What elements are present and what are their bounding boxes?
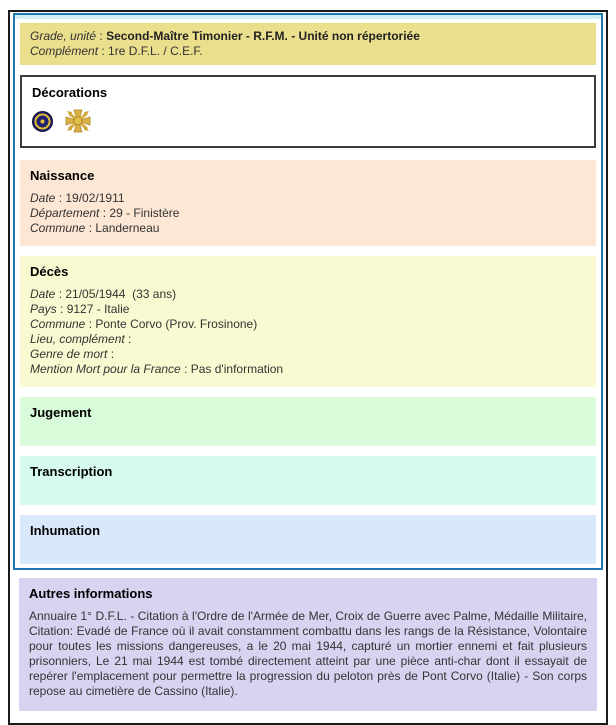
cross-medal-icon: [65, 109, 91, 133]
separator: :: [96, 29, 107, 43]
field-value: Ponte Corvo (Prov. Frosinone): [95, 317, 258, 331]
field-row: [30, 302, 586, 317]
field-value: 21/05/1944 (33 ans): [65, 287, 177, 301]
decorations-title: Décorations: [32, 85, 108, 100]
round-medal-icon: [32, 111, 53, 132]
field-label: Date: [30, 287, 56, 301]
complement-line: [30, 44, 586, 59]
field-label: Commune: [30, 317, 86, 331]
medals-row: [32, 108, 584, 134]
transcription-title: Transcription: [30, 464, 113, 479]
separator: :: [124, 332, 132, 346]
transcription-section: [20, 456, 596, 505]
autres-informations-section: [19, 578, 597, 711]
complement-value: 1re D.F.L. / C.E.F.: [108, 44, 203, 58]
field-value: Landerneau: [95, 221, 160, 235]
field-label: Pays: [30, 302, 57, 316]
field-label: Date: [30, 191, 56, 205]
decorations-section: [20, 75, 596, 148]
field-row: [30, 362, 586, 377]
deces-title: Décès: [30, 264, 69, 279]
field-row: [30, 287, 586, 302]
field-label: Mention Mort pour la France: [30, 362, 181, 376]
separator: :: [85, 221, 96, 235]
jugement-section: [20, 397, 596, 446]
field-row: [30, 206, 586, 221]
grade-value: Second-Maître Timonier - R.F.M. - Unité non répertoriée: [106, 29, 420, 43]
grade-line: [30, 29, 586, 44]
record-outer-frame: [8, 10, 608, 725]
naissance-title: Naissance: [30, 168, 95, 183]
deces-section: [20, 256, 596, 387]
autres-informations-text: Annuaire 1° D.F.L. - Citation à l'Ordre de l'Armée de Mer, Croix de Guerre avec Palme, Médaille Militaire, Citation: Evadé de France où il avait constamment combattu dans les rangs de la Résistance, Volontaire pour toutes les missions dangereuses, a le 20 mai 1944, capturé un mortier ennemi et fait plusieurs prisonniers, Le 21 mai 1944 est tombé directement atteint par une pièce anti-char dont il essayait de repérer l'emplacement pour permettre la progression du peloton près de Pont Corvo (Italie) - Son corps repose au cimetière de Cassino (Italie).: [29, 609, 587, 698]
field-value: Pas d'information: [190, 362, 284, 376]
field-label: Département: [30, 206, 100, 220]
field-label: Genre de mort: [30, 347, 108, 361]
record-main-frame: [13, 13, 603, 570]
separator: :: [98, 44, 109, 58]
inhumation-section: [20, 515, 596, 564]
autres-informations-title: Autres informations: [29, 586, 153, 601]
grade-section: [20, 23, 596, 65]
separator: :: [85, 317, 96, 331]
inhumation-title: Inhumation: [30, 523, 101, 538]
complement-label: Complément: [30, 44, 99, 58]
naissance-section: [20, 160, 596, 246]
separator: :: [99, 206, 110, 220]
top-strip: [15, 15, 601, 19]
field-value: 29 - Finistère: [109, 206, 180, 220]
field-row: [30, 347, 586, 362]
field-row: [30, 221, 586, 236]
separator: :: [55, 287, 66, 301]
separator: :: [180, 362, 191, 376]
jugement-title: Jugement: [30, 405, 92, 420]
grade-label: Grade, unité: [30, 29, 97, 43]
field-row: [30, 332, 586, 347]
field-value: 19/02/1911: [65, 191, 125, 205]
field-label: Commune: [30, 221, 86, 235]
separator: :: [56, 302, 67, 316]
field-row: [30, 317, 586, 332]
field-label: Lieu, complément: [30, 332, 125, 346]
field-row: [30, 191, 586, 206]
separator: :: [55, 191, 66, 205]
field-value: 9127 - Italie: [66, 302, 130, 316]
separator: :: [107, 347, 115, 361]
